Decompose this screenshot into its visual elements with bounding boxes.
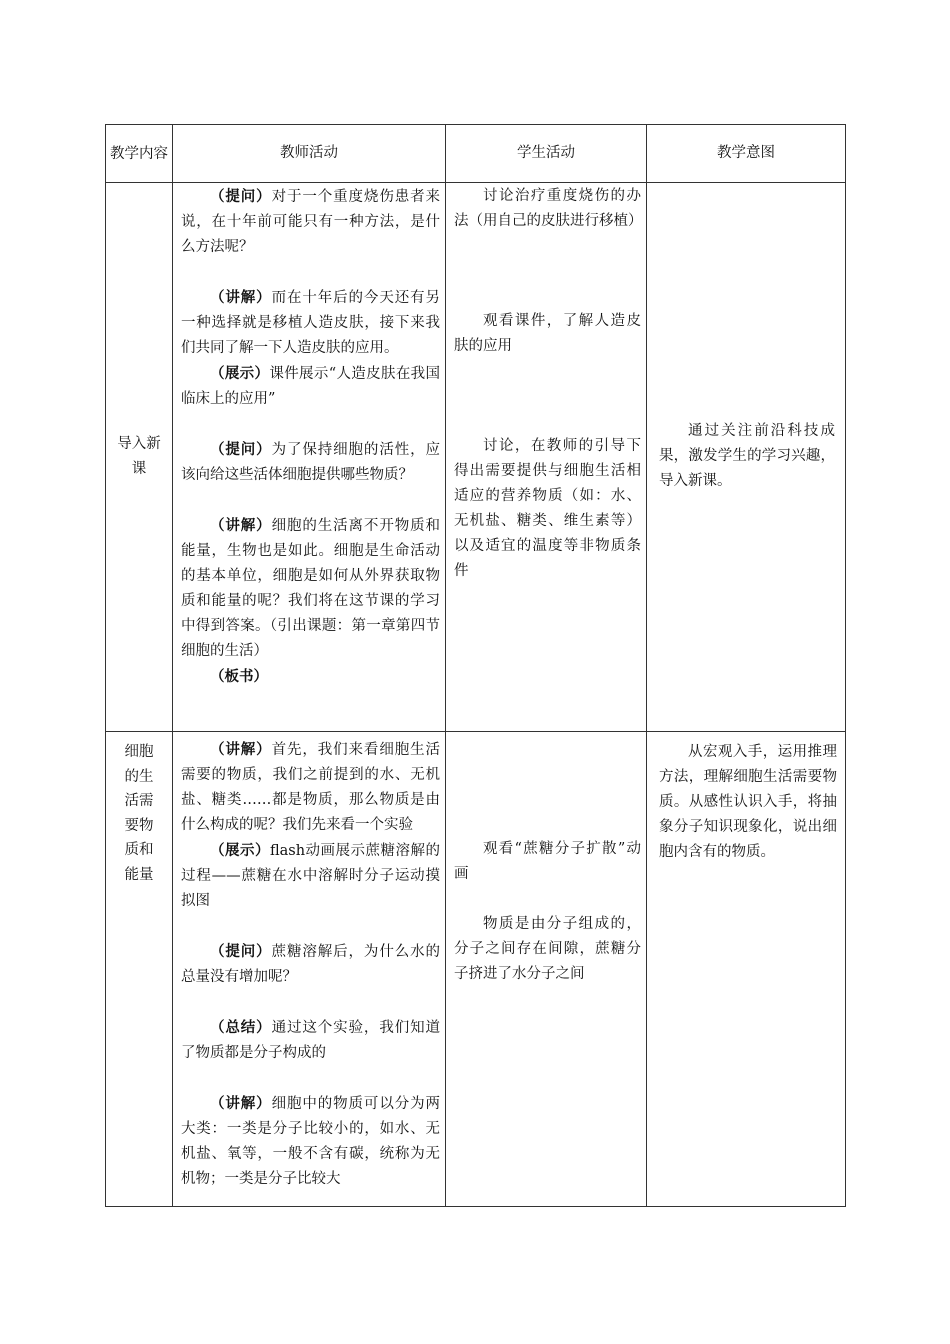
table-row [106, 183, 846, 732]
student-activity-cell [446, 183, 647, 732]
table-header [106, 125, 846, 183]
teacher-activity-cell [173, 183, 446, 732]
teacher-paragraph: （提问）蔗糖溶解后，为什么水的总量没有增加呢？ [181, 943, 441, 985]
topic-label: 导入新课 [117, 436, 161, 477]
header-row [106, 125, 846, 183]
activity-tag: （总结） [210, 1019, 272, 1036]
teacher-paragraph: （讲解）细胞的生活离不开物质和能量，生物也是如此。细胞是生命活动的基本单位，细胞是如何从外界获取物质和能量的呢？我们将在这节课的学习中得到答案。（引出课题：第一章第四节 细胞的生活） [181, 517, 441, 659]
activity-tag: （提问） [210, 943, 272, 960]
intent-paragraph: 通过关注前沿科技成果，激发学生的学习兴趣，导入新课。 [659, 422, 835, 489]
topic-cell [106, 732, 173, 1207]
activity-tag: （展示） [210, 842, 270, 859]
student-paragraph: 观看课件，了解人造皮肤的应用 [454, 313, 641, 354]
student-paragraph: 物质是由分子组成的，分子之间存在间隙，蔗糖分子挤进了水分子之间 [454, 916, 641, 982]
teacher-activity-cell [173, 732, 446, 1207]
table-row [106, 732, 846, 1207]
teacher-paragraph: （讲解）细胞中的物质可以分为两大类：一类是分子比较小的，如水、无机盐、氧等，一般不含有碳，统称为无机物；一类是分子比较大 [181, 1095, 441, 1187]
topic-cell [106, 183, 173, 732]
header-content: 教学内容 [106, 125, 173, 183]
teacher-paragraph: （讲解）首先，我们来看细胞生活需要的物质，我们之前提到的水、无机盐、糖类……都是物质，那么物质是由什么构成的呢？我们先来看一个实验 [181, 741, 441, 833]
activity-tag: （讲解） [210, 517, 272, 534]
activity-tag: （讲解） [210, 741, 272, 758]
header-student-activity: 学生活动 [446, 125, 647, 183]
teacher-paragraph: （总结）通过这个实验，我们知道了物质都是分子构成的 [181, 1019, 441, 1061]
header-teaching-intent: 教学意图 [647, 125, 846, 183]
lesson-plan-table [105, 124, 846, 1207]
teacher-paragraph: （提问）对于一个重度烧伤患者来说，在十年前可能只有一种方法，是什么方法呢？ [181, 188, 441, 255]
topic-label: 细胞的生活需要物质和能量 [124, 744, 154, 883]
intent-paragraph: 从宏观入手，运用推理方法，理解细胞生活需要物质。从感性认识入手，将抽象分子知识现象化，说出细胞内含有的物质。 [659, 744, 837, 860]
activity-tag: （板书） [210, 668, 268, 685]
activity-tag: （展示） [210, 365, 270, 382]
activity-tag: （提问） [210, 441, 272, 458]
student-paragraph: 讨论治疗重度烧伤的办法（用自己的皮肤进行移植） [454, 188, 643, 229]
activity-tag: （讲解） [210, 1095, 272, 1112]
student-activity-cell [446, 732, 647, 1207]
activity-tag: （提问） [210, 188, 272, 205]
teacher-paragraph: （讲解）而在十年后的今天还有另一种选择就是移植人造皮肤，接下来我们共同了解一下人造皮肤的应用。 [181, 289, 441, 356]
activity-tag: （讲解） [210, 289, 272, 306]
header-teacher-activity: 教师活动 [173, 125, 446, 183]
student-paragraph: 观看“蔗糖分子扩散”动画 [454, 841, 641, 882]
teacher-paragraph: （提问）为了保持细胞的活性，应该向给这些活体细胞提供哪些物质？ [181, 441, 441, 483]
student-paragraph: 讨论，在教师的引导下得出需要提供与细胞生活相适应的营养物质（如：水、无机盐、糖类、维生素等）以及适宜的温度等非物质条件 [454, 438, 641, 579]
teacher-paragraph: （展示）flash动画展示蔗糖溶解的过程——蔗糖在水中溶解时分子运动摸拟图 [181, 842, 440, 909]
teacher-paragraph: （展示）课件展示“人造皮肤在我国临床上的应用” [181, 365, 440, 407]
teacher-paragraph [181, 664, 440, 690]
teaching-intent-cell [647, 183, 846, 732]
teaching-intent-cell [647, 732, 846, 1207]
